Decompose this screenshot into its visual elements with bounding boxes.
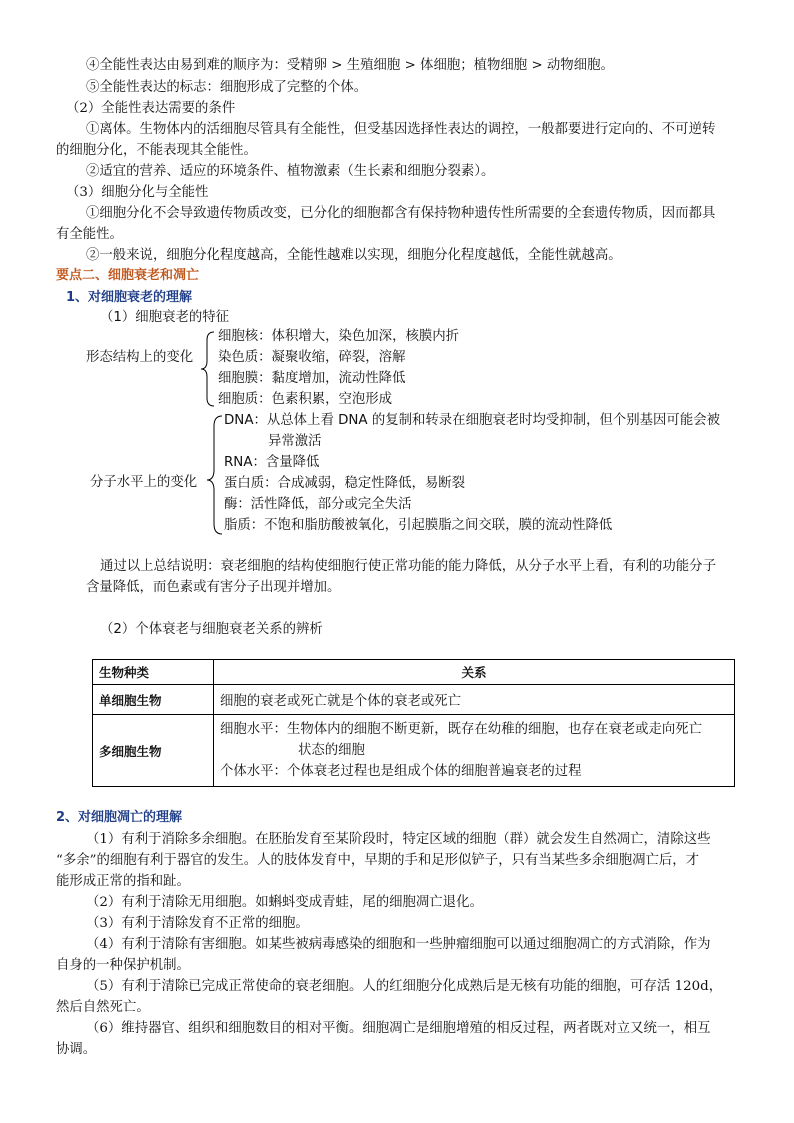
mol-item: DNA：从总体上看 DNA 的复制和转录在细胞衰老时均受抑制，但个别基因可能会被 bbox=[224, 413, 720, 428]
mol-item: 蛋白质：合成减弱，稳定性降低，易断裂 bbox=[224, 476, 466, 491]
morph-item: 细胞核：体积增大，染色加深，核膜内折 bbox=[218, 329, 460, 344]
text-line: 然后自然死亡。 bbox=[56, 1000, 150, 1015]
text-line: （5）有利于清除已完成正常使命的衰老细胞。人的红细胞分化成熟后是无核有功能的细胞，可存活 120d， bbox=[86, 979, 723, 994]
subheading: （2）个体衰老与细胞衰老关系的辨析 bbox=[100, 622, 323, 637]
mol-item-cont: 异常激活 bbox=[268, 434, 322, 449]
table-header: 生物种类 bbox=[93, 660, 214, 685]
subheading: （1）细胞衰老的特征 bbox=[100, 310, 230, 325]
table-cell: 细胞的衰老或死亡就是个体的衰老或死亡 bbox=[214, 685, 735, 715]
brace-icon bbox=[206, 414, 224, 536]
text-line: ⑤全能性表达的标志：细胞形成了完整的个体。 bbox=[86, 80, 368, 95]
table-cell bbox=[214, 715, 735, 787]
table-header: 关系 bbox=[214, 660, 735, 685]
cell-line: 状态的细胞 bbox=[298, 743, 365, 758]
mol-item: 酶：活性降低，部分或完全失活 bbox=[224, 497, 412, 512]
morph-item: 细胞膜：黏度增加，流动性降低 bbox=[218, 371, 406, 386]
text-line: 协调。 bbox=[56, 1042, 97, 1057]
subheading: （3）细胞分化与全能性 bbox=[66, 185, 209, 200]
table-header-row bbox=[93, 660, 735, 685]
brace-icon bbox=[200, 330, 216, 408]
mol-item: 脂质：不饱和脂肪酸被氧化，引起膜脂之间交联，膜的流动性降低 bbox=[224, 518, 613, 533]
text-line: （1）有利于消除多余细胞。在胚胎发育至某阶段时，特定区域的细胞（群）就会发生自然凋亡，清除这些 bbox=[86, 832, 711, 847]
table-cell: 多细胞生物 bbox=[93, 715, 214, 787]
table-row bbox=[93, 715, 735, 787]
text-line: ④全能性表达由易到难的顺序为：受精卵 > 生殖细胞 > 体细胞；植物细胞 > 动物细胞。 bbox=[86, 58, 614, 73]
cell-line: 个体水平：个体衰老过程也是组成个体的细胞普遍衰老的过程 bbox=[220, 764, 582, 779]
mol-item: RNA：含量降低 bbox=[224, 455, 320, 470]
mol-label: 分子水平上的变化 bbox=[90, 475, 198, 490]
subheading: （2）全能性表达需要的条件 bbox=[66, 101, 236, 116]
table-cell: 单细胞生物 bbox=[93, 685, 214, 715]
section-title: 要点二、细胞衰老和凋亡 bbox=[56, 268, 200, 283]
text-line: “多余”的细胞有利于器官的发生。人的肢体发育中，早期的手和足形似铲子，只有当某些多余细胞凋亡后，才 bbox=[56, 853, 700, 868]
text-line: （3）有利于清除发育不正常的细胞。 bbox=[86, 916, 309, 931]
subsection-title: 2、对细胞凋亡的理解 bbox=[56, 810, 183, 825]
summary-text: 含量降低，而色素或有害分子出现并增加。 bbox=[86, 580, 341, 595]
text-line: ②适宜的营养、适应的环境条件、植物激素（生长素和细胞分裂素）。 bbox=[86, 164, 495, 179]
text-line: （4）有利于清除有害细胞。如某些被病毒感染的细胞和一些肿瘤细胞可以通过细胞凋亡的方式消除，作为 bbox=[86, 937, 711, 952]
text-line: ①离体。生物体内的活细胞尽管具有全能性，但受基因选择性表达的调控，一般都要进行定向的、不可逆转 bbox=[86, 122, 716, 137]
morph-label: 形态结构上的变化 bbox=[86, 350, 194, 365]
cell-line: 细胞水平：生物体内的细胞不断更新，既存在幼稚的细胞，也存在衰老或走向死亡 bbox=[220, 722, 703, 737]
text-line: ①细胞分化不会导致遗传物质改变，已分化的细胞都含有保持物种遗传性所需要的全套遗传物质，因而都具 bbox=[86, 206, 716, 221]
text-line: （6）维持器官、组织和细胞数目的相对平衡。细胞凋亡是细胞增殖的相反过程，两者既对立又统一，相互 bbox=[86, 1021, 711, 1036]
text-line: 有全能性。 bbox=[56, 227, 123, 242]
morph-item: 细胞质：色素积累，空泡形成 bbox=[218, 392, 393, 407]
text-line: （2）有利于清除无用细胞。如蝌蚪变成青蛙，尾的细胞凋亡退化。 bbox=[86, 895, 483, 910]
text-line: ②一般来说，细胞分化程度越高，全能性越难以实现，细胞分化程度越低，全能性就越高。 bbox=[86, 248, 622, 263]
subsection-title: 1、对细胞衰老的理解 bbox=[66, 290, 193, 305]
text-line: 的细胞分化，不能表现其全能性。 bbox=[56, 143, 257, 158]
table-row bbox=[93, 685, 735, 715]
text-line: 自身的一种保护机制。 bbox=[56, 958, 190, 973]
summary-text: 通过以上总结说明：衰老细胞的结构使细胞行使正常功能的能力降低，从分子水平上看，有利的功能分子 bbox=[100, 559, 716, 574]
morph-item: 染色质：凝聚收缩，碎裂，溶解 bbox=[218, 350, 406, 365]
text-line: 能形成正常的指和趾。 bbox=[56, 874, 190, 889]
relation-table bbox=[92, 659, 735, 787]
